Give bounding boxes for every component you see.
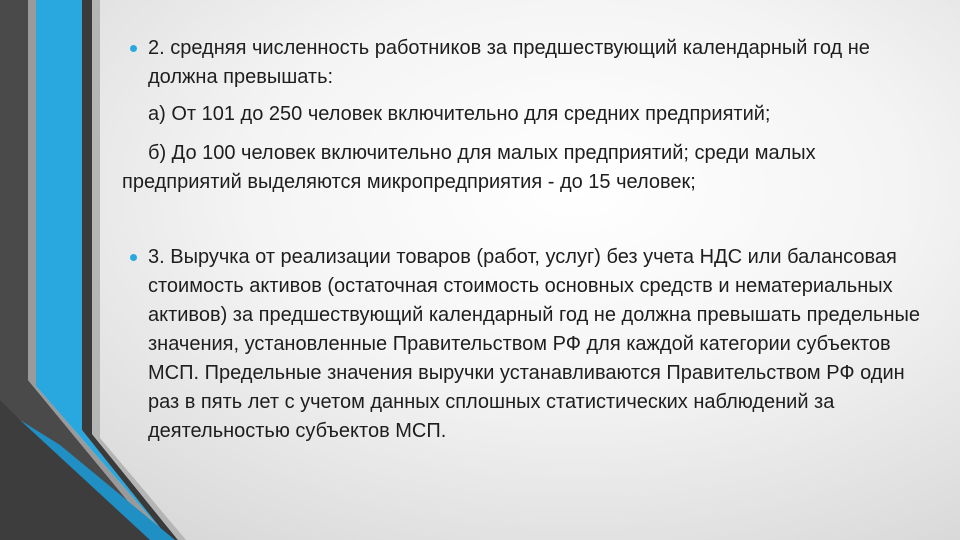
bullet-point-3 <box>122 243 922 446</box>
point-3-text: 3. Выручка от реализации товаров (работ, услуг) без учета НДС или балансовая стоимость активов (остаточная стоимость основных средств и нематериальных активов) за предшествующий календарный год не должна превышать предельные значения, установленные Правительством РФ для каждой категории субъектов МСП. Предельные значения выручки устанавливаются Правительством РФ один раз в пять лет с учетом данных сплошных статистических наблюдений за деятельностью субъектов МСП. <box>148 246 920 442</box>
slide-content <box>122 34 922 446</box>
spacer <box>122 197 922 243</box>
point-2-text: 2. средняя численность работников за предшествующий календарный год не должна превышать: <box>148 37 870 88</box>
bullet-dot-icon <box>130 45 137 52</box>
bullet-point-2 <box>122 34 922 92</box>
point-2-sub-b: б) До 100 человек включительно для малых предприятий; среди малых предприятий выделяются микропредприятия - до 15 человек; <box>122 142 816 193</box>
point-2-sub-a: а) От 101 до 250 человек включительно для средних предприятий; <box>148 103 771 125</box>
bullet-dot-icon <box>130 254 137 261</box>
